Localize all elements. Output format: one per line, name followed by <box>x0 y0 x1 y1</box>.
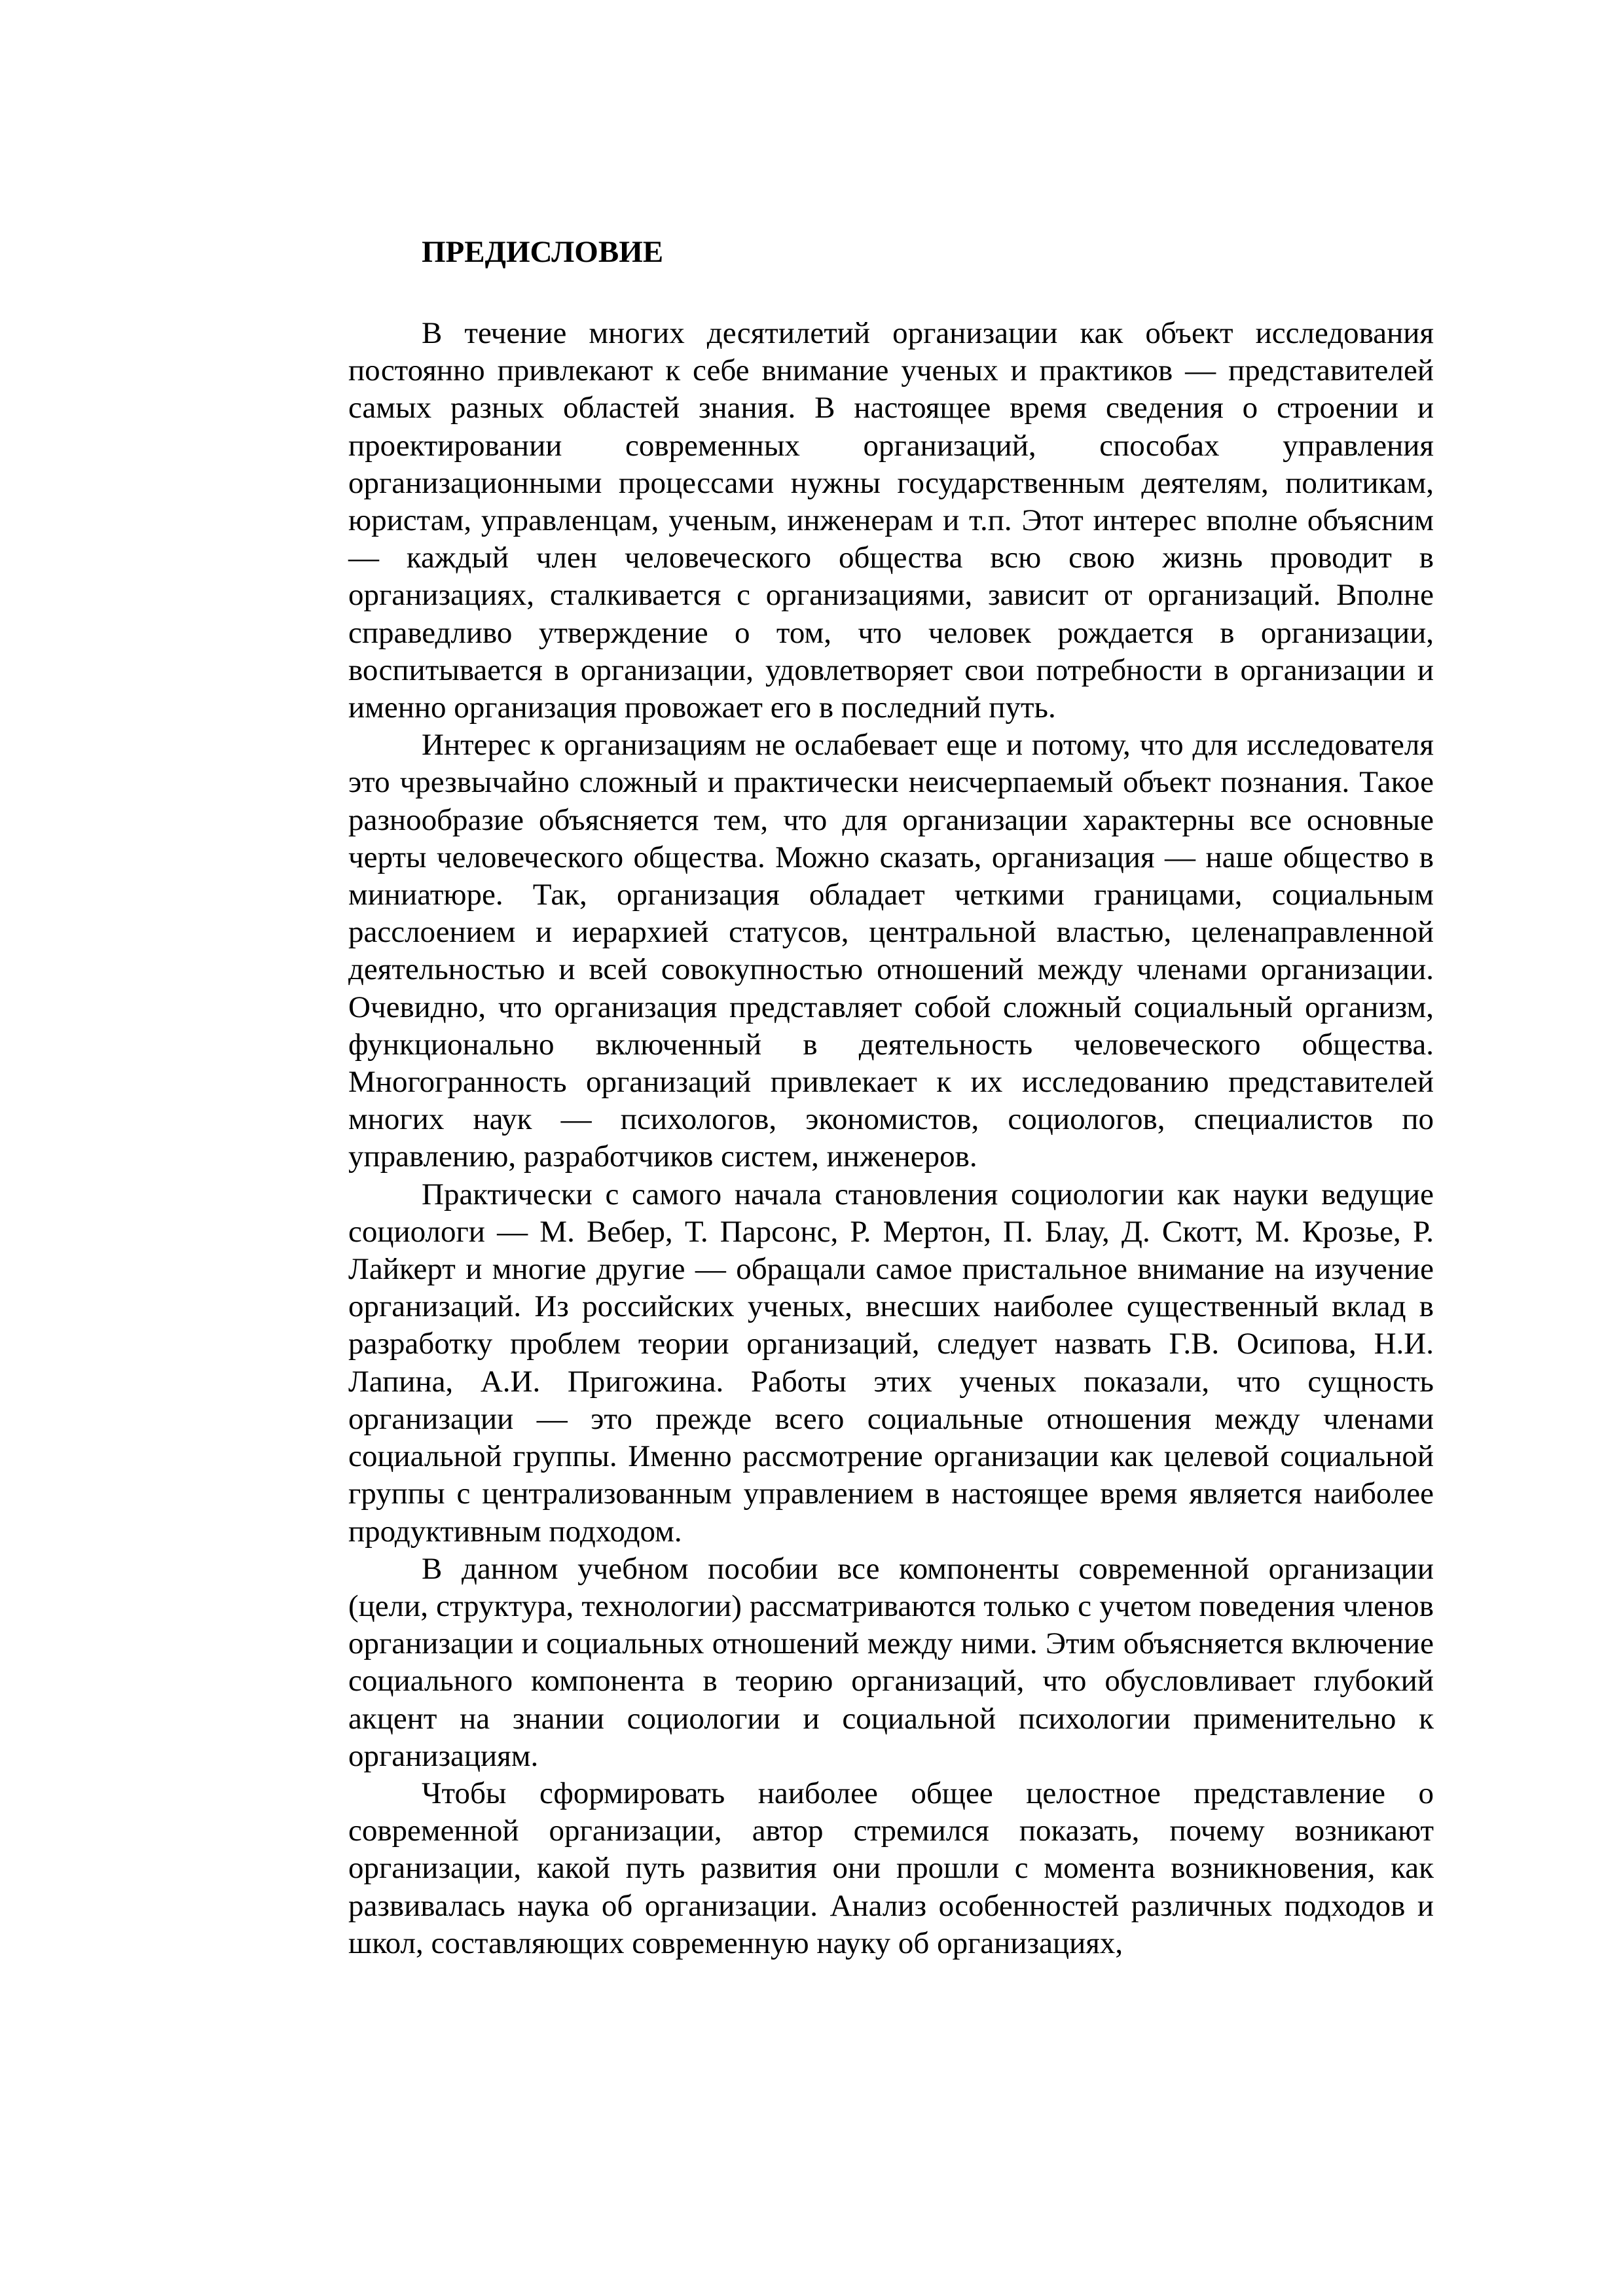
paragraph-1: В течение многих десятилетий организации как объект исследования постоянно привлекают к себе внимание ученых и практиков — представителей самых разных областей знания. В настоящее время сведения о строении и проектировании современных организаций, способах управления организационными процессами нужны государственным деятелям, политикам, юристам, управленцам, ученым, инженерам и т.п. Этот интерес вполне объясним — каждый член человеческого общества всю свою жизнь проводит в организациях, сталкивается с организациями, зависит от организаций. Вполне справедливо утверждение о том, что человек рождается в организации, воспитывается в организации, удовлетворяет свои потребности в организации и именно организация провожает его в последний путь. <box>348 316 1434 725</box>
paragraph-4: В данном учебном пособии все компоненты современной организации (цели, структура, технологии) рассматриваются только с учетом поведения членов организации и социальных отношений между ними. Этим объясняется включение социального компонента в теорию организаций, что обусловливает глубокий акцент на знании социологии и социальной психологии применительно к организациям. <box>348 1551 1434 1773</box>
page-body <box>348 219 1434 1962</box>
paragraph-5: Чтобы сформировать наиболее общее целостное представление о современной организации, автор стремился показать, почему возникают организации, какой путь развития они прошли с момента возникновения, как развивалась наука об организации. Анализ особенностей различных подходов и школ, составляющих современную науку об организациях, <box>348 1776 1434 1960</box>
page-title: ПРЕДИСЛОВИЕ <box>422 235 664 269</box>
paragraph-2: Интерес к организациям не ослабевает еще и потому, что для исследователя это чрезвычайно сложный и практически неисчерпаемый объект познания. Такое разнообразие объясняется тем, что для организации характерны все основные черты человеческого общества. Можно сказать, организация — наше общество в миниатюре. Так, организация обладает четкими границами, социальным расслоением и иерархией статусов, центральной властью, целенаправленной деятельностью и всей совокупностью отношений между членами организации. Очевидно, что организация представляет собой сложный социальный организм, функционально включенный в деятельность человеческого общества. Многогранность организаций привлекает к их исследованию представителей многих наук — психологов, экономистов, социологов, специалистов по управлению, разработчиков систем, инженеров. <box>348 728 1434 1174</box>
paragraph-3: Практически с самого начала становления социологии как науки ведущие социологи — М. Вебер, Т. Парсонс, Р. Мертон, П. Блау, Д. Скотт, М. Крозье, Р. Лайкерт и многие другие — обращали самое пристальное внимание на изучение организаций. Из российских ученых, внесших наиболее существенный вклад в разработку проблем теории организаций, следует назвать Г.В. Осипова, Н.И. Лапина, А.И. Пригожина. Работы этих ученых показали, что сущность организации — это прежде всего социальные отношения между членами социальной группы. Именно рассмотрение организации как целевой социальной группы с централизованным управлением в настоящее время является наиболее продуктивным подходом. <box>348 1177 1434 1549</box>
